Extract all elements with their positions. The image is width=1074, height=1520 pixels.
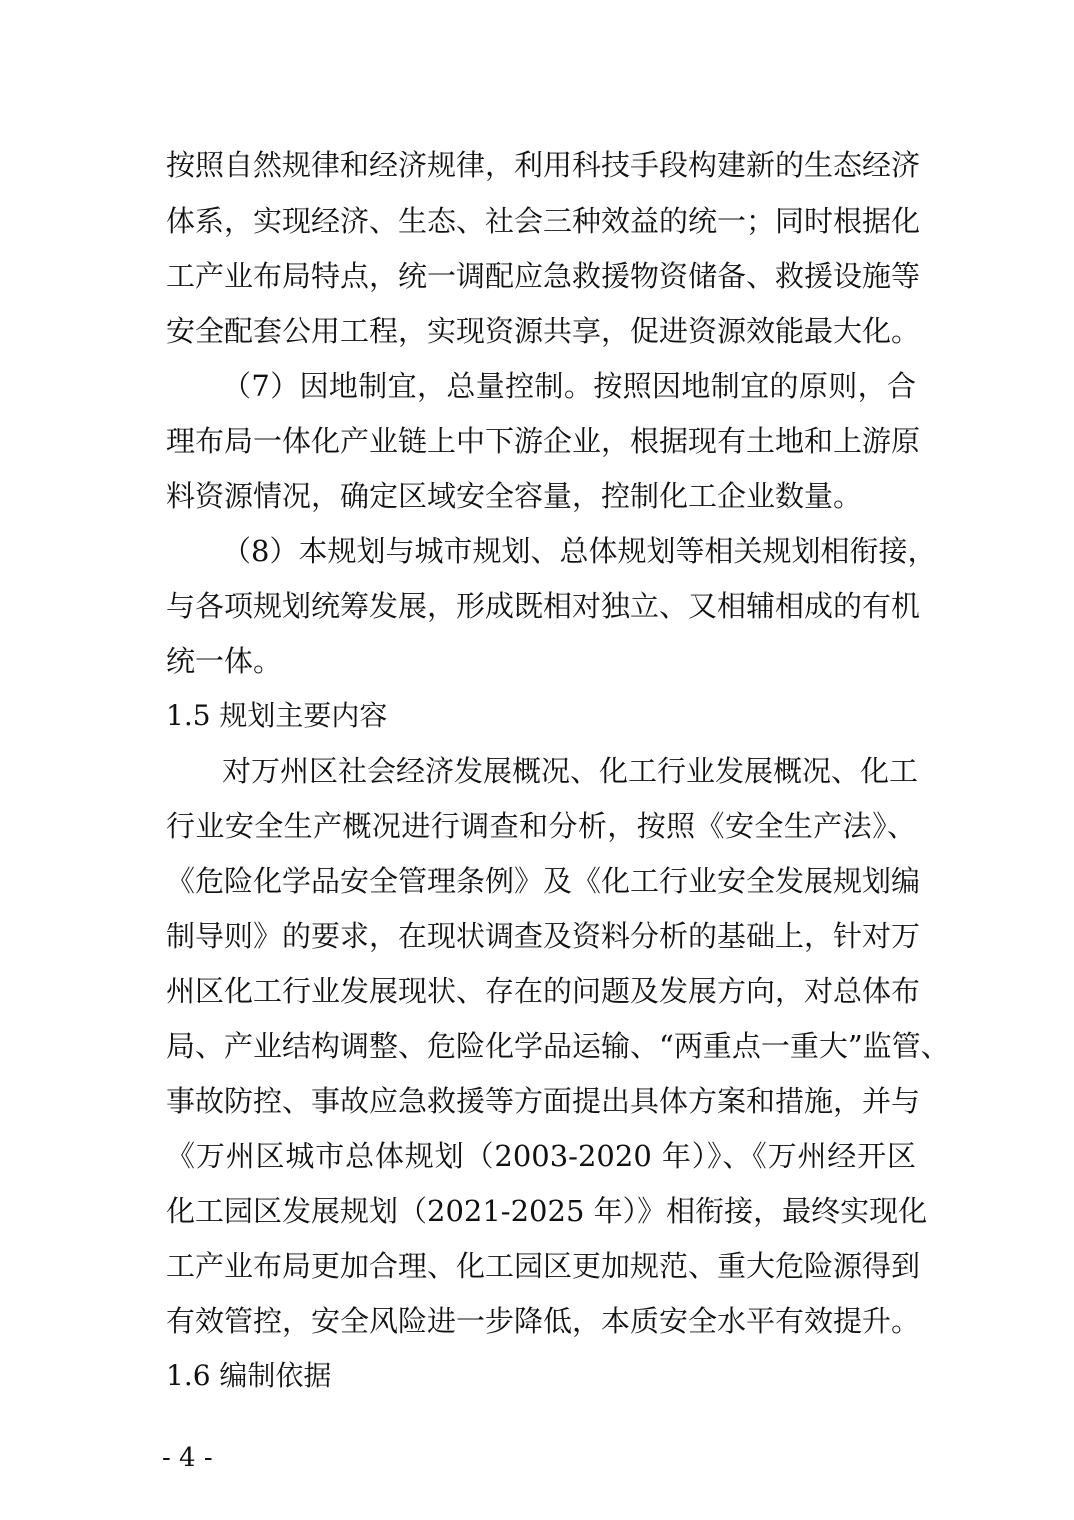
body-text-line: 理布局一体化产业链上中下游企业，根据现有土地和上游原 bbox=[166, 424, 921, 458]
body-text-line: 有效管控，安全风险进一步降低，本质安全水平有效提升。 bbox=[166, 1304, 921, 1338]
body-text-line: 州区化工行业发展现状、存在的问题及发展方向，对总体布 bbox=[166, 974, 921, 1008]
paragraph-content-start: 对万州区社会经济发展概况、化工行业发展概况、化工 bbox=[222, 754, 919, 788]
body-text-line: 《危险化学品安全管理条例》及《化工行业安全发展规划编 bbox=[166, 864, 921, 898]
body-text-line: 料资源情况，确定区域安全容量，控制化工企业数量。 bbox=[166, 479, 863, 513]
paragraph-8-start: （8）本规划与城市规划、总体规划等相关规划相衔接， bbox=[222, 534, 937, 568]
body-text-line: 局、产业结构调整、危险化学品运输、“两重点一重大”监管、 bbox=[166, 1029, 950, 1063]
body-text-line: 按照自然规律和经济规律，利用科技手段构建新的生态经济 bbox=[166, 148, 921, 182]
body-text-line: 与各项规划统筹发展，形成既相对独立、又相辅相成的有机 bbox=[166, 589, 921, 623]
section-heading-1-6: 1.6 编制依据 bbox=[166, 1359, 332, 1392]
body-text-line: 行业安全生产概况进行调查和分析，按照《安全生产法》、 bbox=[166, 809, 916, 843]
body-text-line: 制导则》的要求，在现状调查及资料分析的基础上，针对万 bbox=[166, 919, 921, 953]
page-number: - 4 - bbox=[162, 1443, 213, 1473]
body-text-line: 工产业布局更加合理、化工园区更加规范、重大危险源得到 bbox=[166, 1249, 921, 1283]
section-heading-1-5: 1.5 规划主要内容 bbox=[166, 699, 388, 732]
paragraph-7-start: （7）因地制宜，总量控制。按照因地制宜的原则，合 bbox=[222, 369, 916, 403]
body-text-line: 工产业布局特点，统一调配应急救援物资储备、救援设施等 bbox=[166, 259, 921, 293]
body-text-line: 统一体。 bbox=[166, 644, 283, 678]
body-text-line: 安全配套公用工程，实现资源共享，促进资源效能最大化。 bbox=[166, 314, 921, 348]
body-text-line: 事故防控、事故应急救援等方面提出具体方案和措施，并与 bbox=[166, 1084, 921, 1118]
body-text-line: 体系，实现经济、生态、社会三种效益的统一；同时根据化 bbox=[166, 204, 921, 238]
body-text-line: 《万州区城市总体规划（2003-2020 年）》、《万州经开区 bbox=[166, 1139, 916, 1173]
body-text-line: 化工园区发展规划（2021-2025 年）》相衔接，最终实现化 bbox=[166, 1194, 928, 1228]
